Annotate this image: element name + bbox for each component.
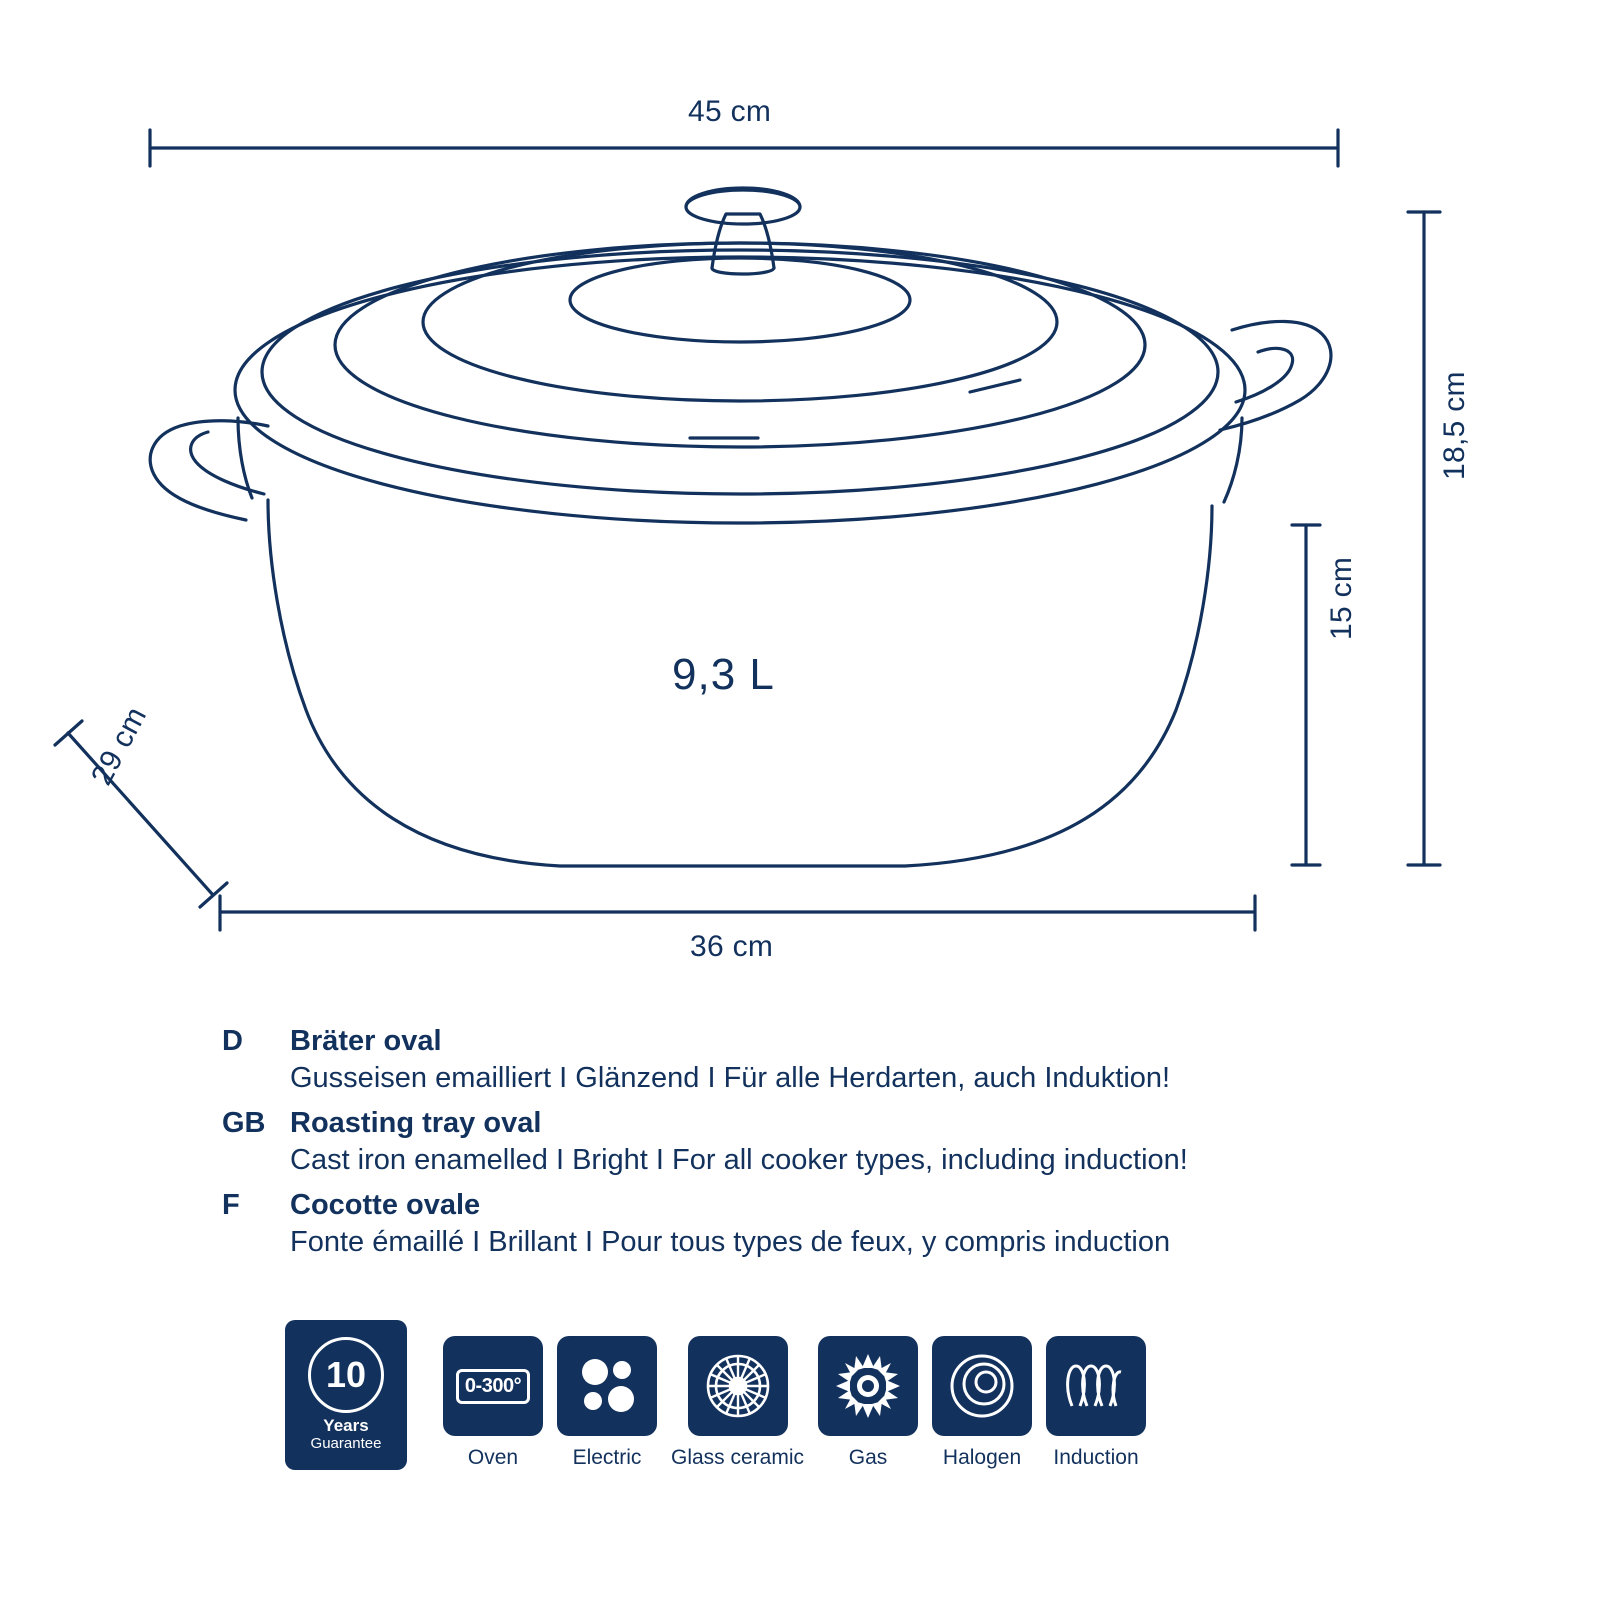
guarantee-badge: [285, 1320, 407, 1470]
compat-item-glass-ceramic: [671, 1336, 804, 1470]
language-code-de: D: [222, 1025, 243, 1057]
electric-hob-icon: [557, 1336, 657, 1436]
product-title-gb: Roasting tray oval: [290, 1107, 542, 1140]
halogen-icon: [932, 1336, 1032, 1436]
guarantee-years-number: 10: [308, 1337, 384, 1413]
language-code-gb: GB: [222, 1107, 266, 1140]
compat-item-oven: [443, 1336, 543, 1470]
caption-induction: Induction: [1053, 1446, 1139, 1469]
compat-item-halogen: [932, 1336, 1032, 1470]
product-description-gb: Cast iron enamelled I Bright I For all cooker types, including induction!: [290, 1144, 1188, 1177]
dimension-label-height-total: 18,5 cm: [1438, 371, 1471, 480]
gas-icon: [818, 1336, 918, 1436]
compat-item-gas: [818, 1336, 918, 1470]
dimension-line-right-inner: [1292, 525, 1320, 865]
compat-item-induction: [1046, 1336, 1146, 1470]
product-title-fr: Cocotte ovale: [290, 1189, 481, 1222]
language-row-gb: [222, 1107, 1472, 1140]
dimension-line-right-total: [1408, 212, 1440, 865]
induction-icon: [1046, 1336, 1146, 1436]
dimension-line-depth: [55, 721, 227, 907]
dimension-label-width-top: 45 cm: [688, 95, 772, 128]
caption-glass-ceramic: Glass ceramic: [671, 1446, 805, 1469]
product-title-de: Bräter oval: [290, 1025, 442, 1057]
compat-item-electric: [557, 1336, 657, 1470]
language-row-de: [222, 1025, 1472, 1058]
pot-body: [150, 421, 1212, 866]
caption-electric: Electric: [572, 1446, 642, 1469]
oven-temperature-range: 0-300°: [456, 1369, 530, 1404]
caption-oven: Oven: [467, 1446, 519, 1469]
product-description-de: Gusseisen emailliert I Glänzend I Für alle Herdarten, auch Induktion!: [290, 1062, 1171, 1094]
caption-gas: Gas: [848, 1446, 888, 1469]
compatibility-badges: [285, 1320, 1146, 1470]
dimension-line-bottom: [220, 896, 1255, 930]
guarantee-label: Guarantee: [310, 1435, 382, 1453]
dimension-line-top: [150, 130, 1338, 166]
dimension-label-width-bottom: 36 cm: [690, 930, 774, 963]
product-description-block: [222, 1025, 1472, 1271]
pot-lid: [235, 188, 1331, 523]
dimension-label-depth: 29 cm: [85, 701, 154, 791]
guarantee-years-label: Years: [323, 1416, 369, 1436]
caption-halogen: Halogen: [942, 1446, 1022, 1469]
language-code-fr: F: [222, 1189, 240, 1222]
glass-ceramic-icon: [688, 1336, 788, 1436]
oven-icon: [443, 1336, 543, 1436]
volume-label: 9,3 L: [672, 650, 775, 699]
dimension-label-height-inner: 15 cm: [1325, 556, 1358, 640]
product-description-fr: Fonte émaillé I Brillant I Pour tous types de feux, y compris induction: [290, 1226, 1171, 1259]
language-row-fr: [222, 1189, 1472, 1222]
